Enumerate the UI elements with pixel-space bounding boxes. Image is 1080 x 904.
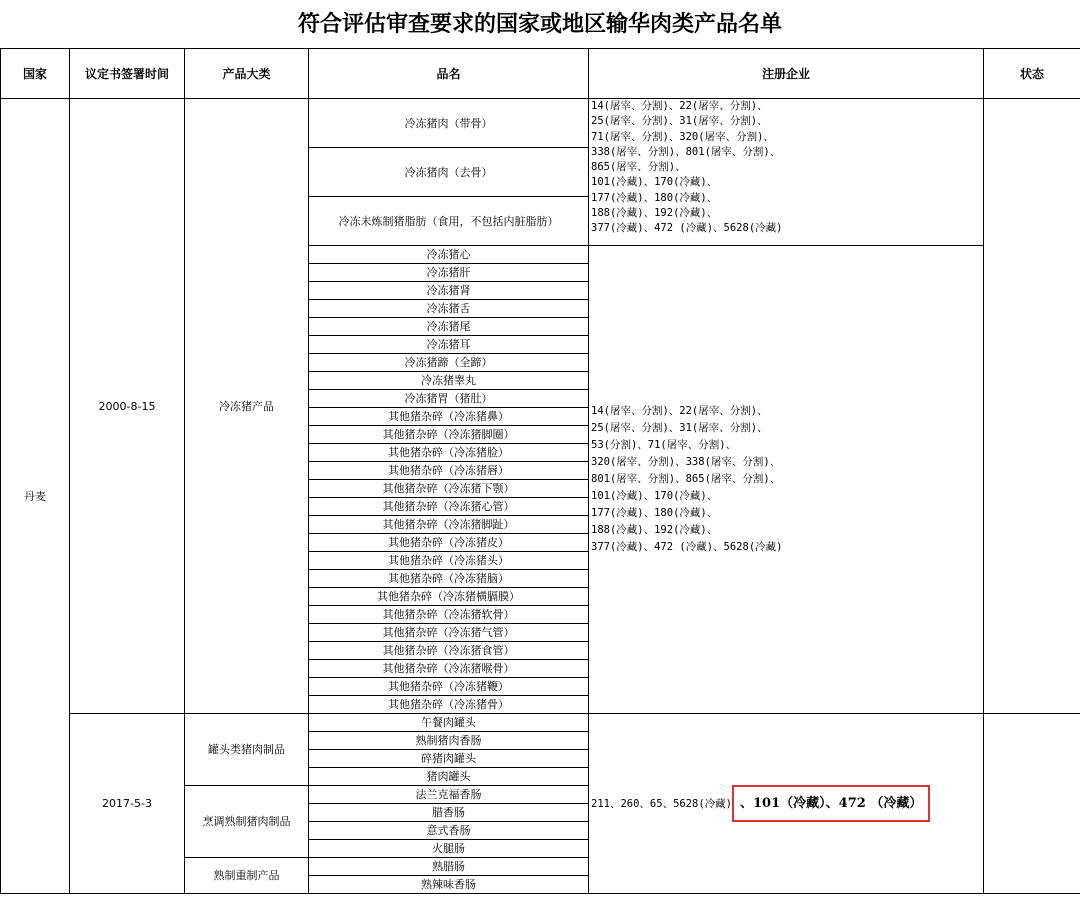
product-cell: 冷冻猪舌 [309, 300, 589, 318]
product-cell: 冷冻未炼制猪脂肪（食用，不包括内脏脂肪） [309, 197, 589, 246]
product-cell: 冷冻猪肾 [309, 282, 589, 300]
header-status: 状态 [984, 49, 1080, 99]
product-cell: 其他猪杂碎（冷冻猪头） [309, 552, 589, 570]
category-cell: 冷冻猪产品 [185, 99, 309, 714]
company-text: 211、260、65、5628(冷藏) [591, 798, 733, 810]
product-cell: 冷冻猪蹄（全蹄） [309, 354, 589, 372]
product-cell: 其他猪杂碎（冷冻猪下颚） [309, 480, 589, 498]
header-row [1, 49, 1080, 99]
product-cell: 其他猪杂碎（冷冻猪脑） [309, 570, 589, 588]
product-cell: 熟辣味香肠 [309, 876, 589, 894]
product-cell: 冷冻猪胃（猪肚） [309, 390, 589, 408]
company-cell: 14(屠宰、分割)、22(屠宰、分割)、 25(屠宰、分割)、31(屠宰、分割)、 71(屠宰、分割)、320(屠宰、分割)、 338(屠宰、分割)、801(屠宰、分割)、 865(屠宰、分割)、 101(冷藏)、170(冷藏)、 177(冷藏)、180(冷藏)、 188(冷藏)、192(冷藏)、 377(冷藏)、472 (冷藏)、5628(冷藏) [589, 99, 984, 246]
header-product: 品名 [309, 49, 589, 99]
product-cell: 火腿肠 [309, 840, 589, 858]
product-cell: 其他猪杂碎（冷冻猪食管） [309, 642, 589, 660]
product-cell: 其他猪杂碎（冷冻猪脚趾） [309, 516, 589, 534]
product-cell: 冷冻猪尾 [309, 318, 589, 336]
product-cell: 熟腊肠 [309, 858, 589, 876]
product-cell: 其他猪杂碎（冷冻猪唇） [309, 462, 589, 480]
product-cell: 其他猪杂碎（冷冻猪软骨） [309, 606, 589, 624]
product-cell: 冷冻猪肉（去骨） [309, 148, 589, 197]
product-cell: 其他猪杂碎（冷冻猪气管） [309, 624, 589, 642]
product-cell: 腊香肠 [309, 804, 589, 822]
product-cell: 其他猪杂碎（冷冻猪横膈膜） [309, 588, 589, 606]
table-row [1, 714, 1080, 732]
header-country: 国家 [1, 49, 70, 99]
product-cell: 其他猪杂碎（冷冻猪骨） [309, 696, 589, 714]
product-cell: 冷冻猪耳 [309, 336, 589, 354]
product-cell: 冷冻猪肝 [309, 264, 589, 282]
category-cell: 烹调熟制猪肉制品 [185, 786, 309, 858]
company-cell: 14(屠宰、分割)、22(屠宰、分割)、 25(屠宰、分割)、31(屠宰、分割)、 53(分割)、71(屠宰、分割)、 320(屠宰、分割)、338(屠宰、分割)、 801(屠宰、分割)、865(屠宰、分割)、 101(冷藏)、170(冷藏)、 177(冷藏)、180(冷藏)、 188(冷藏)、192(冷藏)、 377(冷藏)、472 (冷藏)、5628(冷藏) [589, 246, 984, 714]
date-cell: 2000-8-15 [70, 99, 185, 714]
header-date: 议定书签署时间 [70, 49, 185, 99]
category-cell: 罐头类猪肉制品 [185, 714, 309, 786]
product-cell: 其他猪杂碎（冷冻猪脚圈） [309, 426, 589, 444]
product-cell: 其他猪杂碎（冷冻猪皮） [309, 534, 589, 552]
company-cell [589, 714, 984, 894]
product-cell: 其他猪杂碎（冷冻猪脸） [309, 444, 589, 462]
status-cell [984, 714, 1080, 894]
page-title: 符合评估审查要求的国家或地区输华肉类产品名单 [297, 11, 782, 37]
product-cell: 其他猪杂碎（冷冻猪鞭） [309, 678, 589, 696]
highlighted-companies: 、101（冷藏）、472 （冷藏） [732, 785, 930, 822]
product-cell: 意式香肠 [309, 822, 589, 840]
product-cell: 猪肉罐头 [309, 768, 589, 786]
product-cell: 熟制猪肉香肠 [309, 732, 589, 750]
header-company: 注册企业 [589, 49, 984, 99]
product-cell: 其他猪杂碎（冷冻猪心管） [309, 498, 589, 516]
product-cell: 其他猪杂碎（冷冻猪鼻） [309, 408, 589, 426]
table-row [1, 99, 1080, 148]
product-cell: 午餐肉罐头 [309, 714, 589, 732]
country-cell: 丹麦 [1, 99, 70, 894]
date-cell: 2017-5-3 [70, 714, 185, 894]
product-cell: 法兰克福香肠 [309, 786, 589, 804]
product-cell: 冷冻猪睾丸 [309, 372, 589, 390]
product-cell: 碎猪肉罐头 [309, 750, 589, 768]
product-cell: 其他猪杂碎（冷冻猪喉骨） [309, 660, 589, 678]
product-cell: 冷冻猪肉（带骨） [309, 99, 589, 148]
status-cell [984, 99, 1080, 714]
header-category: 产品大类 [185, 49, 309, 99]
product-cell: 冷冻猪心 [309, 246, 589, 264]
category-cell: 熟制重制产品 [185, 858, 309, 894]
product-list-table [0, 48, 1080, 894]
